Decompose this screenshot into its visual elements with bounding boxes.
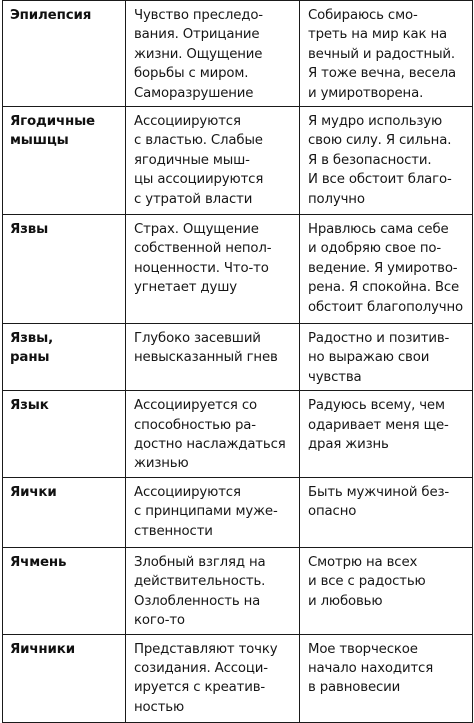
- term-text: Эпилепсия: [10, 8, 92, 23]
- affirmation-text: Я мудро использую: [308, 114, 443, 130]
- affirmation-text: обстоит благополучно: [308, 299, 463, 315]
- affirmation-text: драя жизнь: [308, 437, 389, 453]
- affirmation-text: чувства: [308, 369, 362, 385]
- term-cell: [3, 324, 126, 391]
- term-cell: [3, 215, 126, 324]
- affirmation-text: Мое творческое: [308, 641, 418, 657]
- affirmation-cell: [300, 634, 473, 722]
- cause-cell: [126, 107, 300, 215]
- affirmation-text: Смотрю на всех: [308, 554, 418, 570]
- cause-text: Ассоциируются: [134, 114, 241, 130]
- cause-text: Глубоко засевший: [134, 331, 261, 347]
- term-text: Язык: [10, 398, 49, 414]
- cause-text: кого-то: [134, 613, 185, 629]
- cause-text: Ассоциируется со: [134, 398, 258, 414]
- cause-text: цы ассоциируются: [134, 172, 264, 188]
- term-text: мышцы: [10, 133, 69, 149]
- cause-text: ноценности. Что-то: [134, 260, 269, 276]
- affirmation-text: и любовью: [308, 593, 383, 609]
- table-row: [3, 324, 473, 391]
- cause-cell: [126, 391, 300, 478]
- term-cell: [3, 391, 126, 478]
- affirmation-text: Собираюсь смо-: [308, 8, 418, 23]
- affirmation-text: одаривает меня ще-: [308, 417, 449, 433]
- cause-text: невысказанный гнев: [134, 350, 278, 366]
- affirmation-text: Быть мужчиной без-: [308, 484, 450, 500]
- cause-cell: [126, 547, 300, 634]
- term-text: Ячмень: [10, 554, 67, 570]
- term-text: Яичники: [10, 641, 75, 657]
- page: [2, 0, 472, 719]
- cause-text: созидания. Ассоци-: [134, 660, 268, 676]
- cause-text: жизни. Ощущение: [134, 46, 263, 62]
- affirmation-text: ведение. Я умиротво-: [308, 260, 458, 276]
- term-cell: [3, 1, 126, 107]
- cause-text: ируется с креатив-: [134, 680, 266, 696]
- term-cell: [3, 477, 126, 547]
- cause-cell: [126, 215, 300, 324]
- affirmation-text: свою силу. Я сильна.: [308, 133, 452, 149]
- table-row: [3, 215, 473, 324]
- affirmation-text: и умиротворена.: [308, 85, 424, 101]
- affirmation-text: рена. Я спокойна. Все: [308, 280, 460, 296]
- table-row: [3, 107, 473, 215]
- cause-text: Чувство преследо-: [134, 8, 263, 23]
- affirmation-cell: [300, 324, 473, 391]
- cause-text: способностью ра-: [134, 417, 256, 433]
- cause-text: Представляют точку: [134, 641, 278, 657]
- table-body: [3, 1, 473, 723]
- term-cell: [3, 547, 126, 634]
- affirmation-cell: [300, 391, 473, 478]
- cause-text: ственности: [134, 523, 213, 539]
- cause-text: с принципами муже-: [134, 504, 278, 520]
- table-row: [3, 547, 473, 634]
- table-row: [3, 634, 473, 722]
- affirmation-text: но выражаю свои: [308, 350, 430, 366]
- cause-text: действительность.: [134, 574, 266, 590]
- affirmation-text: Нравлюсь сама себе: [308, 222, 449, 238]
- term-text: раны: [10, 350, 50, 366]
- cause-text: Саморазрушение: [134, 85, 254, 101]
- affirmation-text: в равновесии: [308, 680, 401, 696]
- table-row: [3, 391, 473, 478]
- cause-cell: [126, 634, 300, 722]
- cause-text: жизнью: [134, 456, 189, 472]
- cause-text: достно наслаждаться: [134, 437, 286, 453]
- affirmation-text: получно: [308, 191, 365, 207]
- cause-cell: [126, 477, 300, 547]
- affirmation-cell: [300, 547, 473, 634]
- affirmation-text: Радуюсь всему, чем: [308, 398, 445, 414]
- affirmation-cell: [300, 477, 473, 547]
- term-cell: [3, 634, 126, 722]
- affirmation-text: вечный и радостный.: [308, 46, 455, 62]
- affirmation-text: и все с радостью: [308, 574, 426, 590]
- term-text: Язвы,: [10, 331, 54, 347]
- cause-text: Ассоциируются: [134, 484, 241, 500]
- cause-text: ностью: [134, 699, 185, 715]
- affirmation-text: начало находится: [308, 660, 434, 676]
- affirmation-cell: [300, 1, 473, 107]
- cause-text: с утратой власти: [134, 191, 253, 207]
- affirmation-text: и одобряю свое по-: [308, 241, 442, 257]
- affirmation-text: опасно: [308, 504, 357, 520]
- table-row: [3, 1, 473, 107]
- cause-text: Злобный взгляд на: [134, 554, 266, 570]
- affirmation-text: треть на мир как на: [308, 27, 448, 43]
- table-row: [3, 477, 473, 547]
- affirmation-text: Радостно и позитив-: [308, 331, 450, 347]
- affirmation-text: Я тоже вечна, весела: [308, 66, 457, 82]
- term-text: Яички: [10, 484, 57, 500]
- cause-text: вания. Отрицание: [134, 27, 260, 43]
- term-text: Ягодичные: [10, 114, 95, 130]
- cause-text: Озлобленность на: [134, 593, 261, 609]
- affirmation-text: И все обстоит благо-: [308, 172, 452, 188]
- term-text: Язвы: [10, 222, 49, 238]
- cause-text: Страх. Ощущение: [134, 222, 259, 238]
- reference-table: [2, 0, 473, 723]
- cause-cell: [126, 324, 300, 391]
- affirmation-cell: [300, 107, 473, 215]
- affirmation-text: Я в безопасности.: [308, 152, 432, 168]
- cause-text: ягодичные мыш-: [134, 152, 250, 168]
- term-cell: [3, 107, 126, 215]
- affirmation-cell: [300, 215, 473, 324]
- cause-text: борьбы с миром.: [134, 66, 249, 82]
- cause-cell: [126, 1, 300, 107]
- cause-text: с властью. Слабые: [134, 133, 263, 149]
- cause-text: угнетает душу: [134, 280, 237, 296]
- cause-text: собственной непол-: [134, 241, 272, 257]
